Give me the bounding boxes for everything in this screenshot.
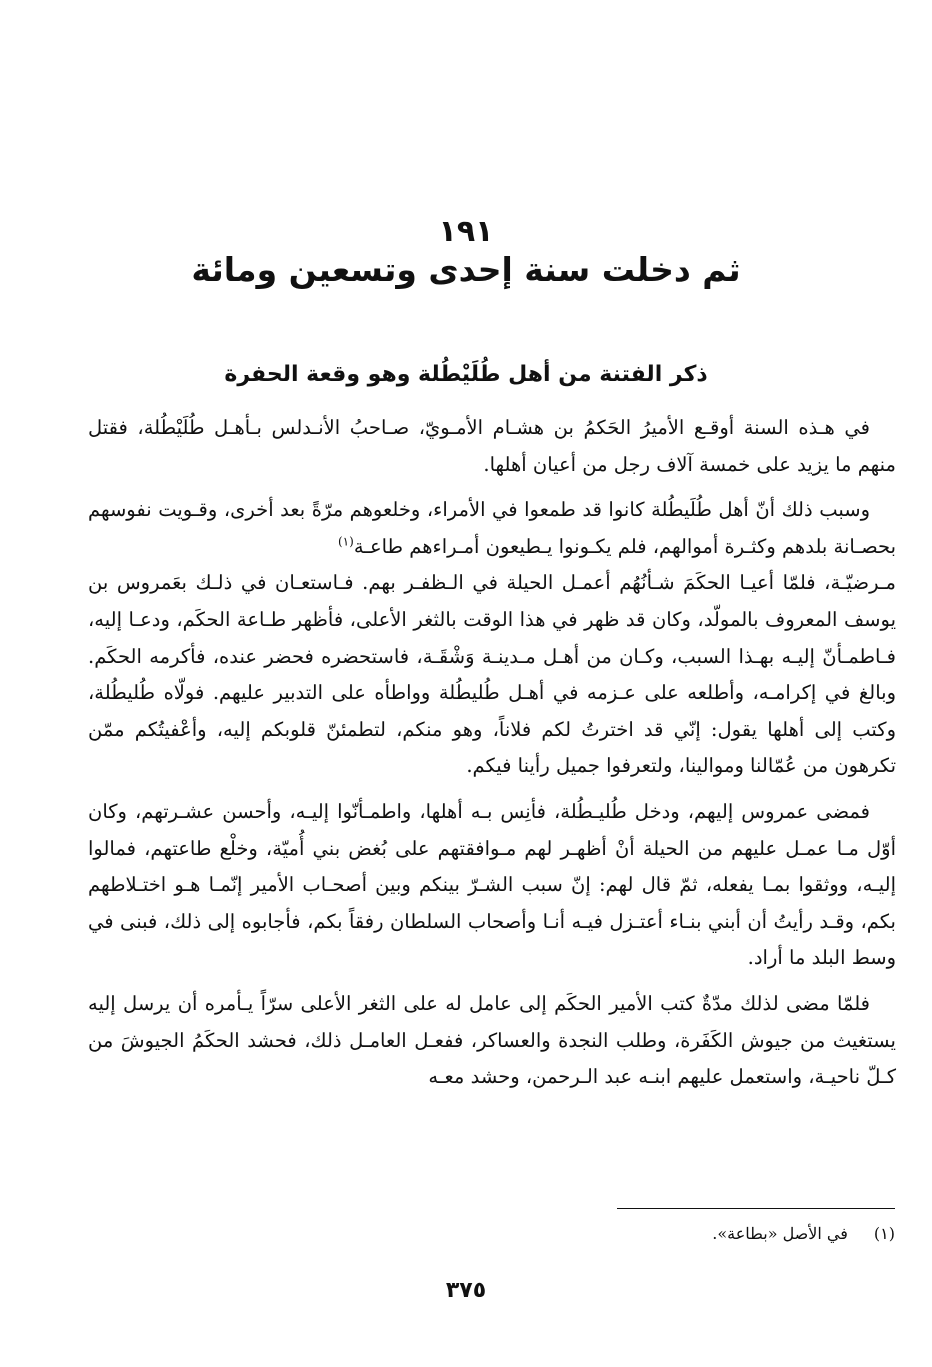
footnote-text: في الأصل «بطاعة». <box>712 1224 848 1243</box>
footnote-reference: (١) <box>337 534 354 549</box>
body-text <box>88 410 896 1105</box>
paragraph: فلمّا مضى لذلك مدّةٌ كتب الأمير الحكَم إلى عامل له على الثغر الأعلى سرّاً يـأمره أن يرسل إليه يستغيث من جيوش الكَفَرة، وطلب النجدة والعساكر، ففعـل العامـل ذلك، فحشد الحكَمُ الجيوشَ من كـلّ ناحيـة، واستعمل عليهم ابنـه عبد الـرحمن، وحشد معـه <box>88 991 896 1089</box>
page-number: ٣٧٥ <box>445 1278 487 1303</box>
year-number: ١٩١ <box>438 214 494 249</box>
paragraph-text: وسبب ذلك أنّ أهل طُلَيطُلة كانوا قد طمعوا في الأمراء، وخلعوهم مرّةً بعد أخرى، وقـويت نفوسهم بحصـانة بلدهم وكثـرة أموالهم، فلم يكـونوا يـطيعون أمـراءهم طاعـة <box>88 498 896 558</box>
paragraph: في هـذه السنة أوقـع الأميرُ الحَكمُ بن هشـام الأمـويّ، صـاحبُ الأنـدلس بـأهـل طُلَيْطُلة، فقتل منهم ما يزيد على خمسة آلاف رجل من أعيان أهلها. <box>88 416 896 476</box>
paragraph: مـرضيّـة، فلمّا أعيـا الحكَمَ شـأنُهُم أعمـل الحيلة في الـظفـر بهم. فـاستعـان في ذلـك بعَمروس بن يوسف المعروف بالمولّد، وكان قد ظهر في هذا الوقت بالثغر الأعلى، فأظهر طـاعة الحكَم، ودعـا إليه، فـاطمـأنّ إليـه بهـذا السبب، وكـان من أهـل مـدينـة وَشْقَـة، فاستحضره فحضر عنده، فأكرمه الحكَم. وبالغ في إكرامـه، وأطلعه على عـزمه في أهـل طُليطُلة وواطأه على التدبير عليهم. فولّاه طُليطُلة، وكتب إلى أهلها يقول: إنّي قد اخترتُ لكم فلاناً، وهو منكم، لتطمئنّ قلوبكم إليه، وأعْفيتُكم ممّن تكرهون من عُمّالنا وموالينا، ولتعرفوا جميل رأينا فيكم. <box>88 571 896 778</box>
footnote-divider <box>617 1208 895 1209</box>
footnote <box>712 1222 895 1246</box>
footnote-marker: (١) <box>873 1224 895 1243</box>
paragraph <box>88 492 896 565</box>
paragraph: فمضى عمروس إليهم، ودخل طُليـطُلة، فأنِس بـه أهلها، واطمـأنّوا إليـه، وأحسن عشـرتهم، وكان أوّل مـا عمـل عليهم من الحيلة أنْ أظهـر لهم مـوافقتهم على بُغض بني أُميّة، وخلْع طاعتهم، فمالوا إليـه، ووثقوا بمـا يفعله، ثمّ قال لهم: إنّ سبب الشـرّ بينكم وبين أصحـاب الأمير إنّمـا هـو اختـلاطهم بكم، وقـد رأيتُ أن أبني بنـاء أعتـزل فيـه أنـا وأصحاب السلطان رفقاً بكم، فأجابوه إلى ذلك، فبنى في وسط البلد ما أراد. <box>88 799 896 970</box>
year-title: ثم دخلت سنة إحدى وتسعين ومائة <box>191 250 741 289</box>
section-heading: ذكر الفتنة من أهل طُلَيْطُلة وهو وقعة الحفرة <box>224 362 708 387</box>
